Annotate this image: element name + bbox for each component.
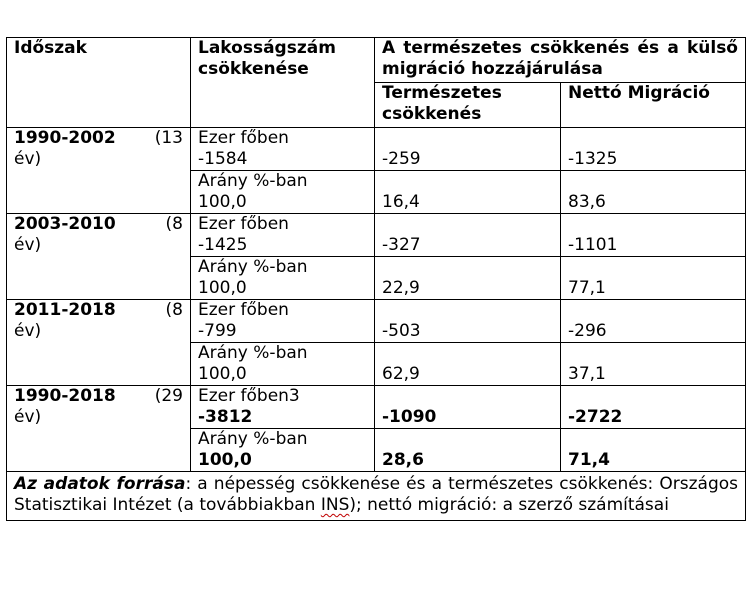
blank-cell	[375, 257, 561, 279]
migration-thousand-value: -1325	[561, 149, 746, 171]
period-row-thousand-label	[7, 386, 746, 408]
period-years-open: (8	[165, 214, 183, 234]
total-percent-value: 100,0	[191, 364, 375, 386]
period-years-close: év)	[14, 235, 42, 255]
natural-percent-value: 22,9	[375, 278, 561, 300]
unit-percent-label: Arány %-ban	[191, 343, 375, 365]
period-years-open: (8	[165, 300, 183, 320]
period-years-close: év)	[14, 407, 42, 427]
period-row-thousand-label	[7, 214, 746, 236]
blank-cell	[561, 257, 746, 279]
blank-cell	[375, 386, 561, 408]
period-row-thousand-label	[7, 128, 746, 150]
blank-cell	[375, 128, 561, 150]
total-thousand-value: -1425	[191, 235, 375, 257]
source-ins-abbrev: INS	[320, 495, 350, 515]
header-net-migration: Nettó Migráció	[561, 83, 746, 128]
source-lead: Az adatok forrása	[14, 474, 186, 494]
blank-cell	[561, 128, 746, 150]
source-text-after: ); nettó migráció: a szerző számításai	[349, 495, 669, 515]
unit-thousand-label: Ezer főben	[191, 128, 375, 150]
blank-cell	[561, 214, 746, 236]
header-row	[7, 38, 746, 83]
period-cell	[7, 300, 191, 386]
total-percent-value: 100,0	[191, 450, 375, 472]
natural-thousand-value: -503	[375, 321, 561, 343]
blank-cell	[561, 429, 746, 451]
source-row	[7, 472, 746, 521]
population-decrease-table	[6, 37, 746, 521]
period-rows	[7, 128, 746, 472]
blank-cell	[375, 343, 561, 365]
source-text-before: : a népesség csökkenése és a természetes csökkenés: Országos Statisztikai Intézet (a továbbiakban	[14, 474, 738, 515]
header-period: Időszak	[7, 38, 191, 128]
blank-cell	[375, 171, 561, 193]
natural-percent-value: 62,9	[375, 364, 561, 386]
migration-percent-value: 77,1	[561, 278, 746, 300]
period-row-thousand-label	[7, 300, 746, 322]
migration-thousand-value: -2722	[561, 407, 746, 429]
period-years-close: év)	[14, 149, 42, 169]
migration-thousand-value: -296	[561, 321, 746, 343]
blank-cell	[561, 386, 746, 408]
blank-cell	[375, 214, 561, 236]
period-cell	[7, 128, 191, 214]
period-years-open: (13	[154, 128, 183, 148]
period-name: 1990-2018	[14, 386, 116, 406]
total-percent-value: 100,0	[191, 192, 375, 214]
total-thousand-value: -3812	[191, 407, 375, 429]
natural-percent-value: 28,6	[375, 450, 561, 472]
total-percent-value: 100,0	[191, 278, 375, 300]
header-natural-decrease: Természetes csökkenés	[375, 83, 561, 128]
unit-percent-label: Arány %-ban	[191, 257, 375, 279]
period-cell	[7, 386, 191, 472]
total-thousand-value: -1584	[191, 149, 375, 171]
migration-percent-value: 83,6	[561, 192, 746, 214]
period-years-close: év)	[14, 321, 42, 341]
unit-thousand-label: Ezer főben	[191, 300, 375, 322]
natural-thousand-value: -259	[375, 149, 561, 171]
unit-percent-label: Arány %-ban	[191, 171, 375, 193]
blank-cell	[375, 429, 561, 451]
header-population-decrease: Lakosságszám csökkenése	[191, 38, 375, 128]
blank-cell	[561, 171, 746, 193]
period-name: 2003-2010	[14, 214, 116, 234]
source-note	[7, 472, 746, 521]
period-name: 2011-2018	[14, 300, 116, 320]
header-contribution: A természetes csökkenés és a külső migráció hozzájárulása	[375, 38, 746, 83]
period-years-open: (29	[154, 386, 183, 406]
migration-percent-value: 71,4	[561, 450, 746, 472]
blank-cell	[375, 300, 561, 322]
blank-cell	[561, 343, 746, 365]
unit-thousand-label: Ezer főben	[191, 214, 375, 236]
unit-thousand-label: Ezer főben3	[191, 386, 375, 408]
natural-thousand-value: -1090	[375, 407, 561, 429]
blank-cell	[561, 300, 746, 322]
migration-thousand-value: -1101	[561, 235, 746, 257]
natural-percent-value: 16,4	[375, 192, 561, 214]
natural-thousand-value: -327	[375, 235, 561, 257]
period-cell	[7, 214, 191, 300]
unit-percent-label: Arány %-ban	[191, 429, 375, 451]
migration-percent-value: 37,1	[561, 364, 746, 386]
period-name: 1990-2002	[14, 128, 116, 148]
total-thousand-value: -799	[191, 321, 375, 343]
